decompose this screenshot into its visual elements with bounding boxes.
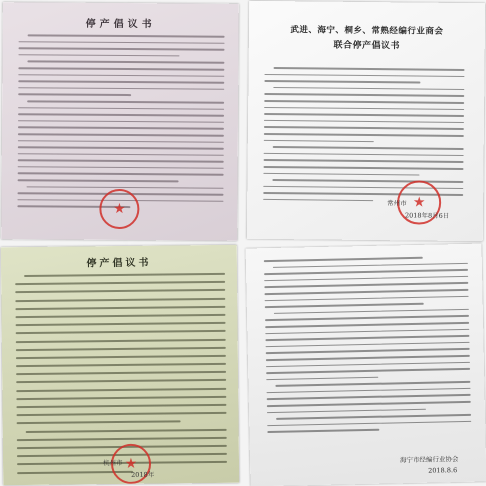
document-4-date: 2018.8.6 <box>428 466 458 475</box>
red-seal-stamp: ★ <box>111 444 151 484</box>
document-2-title-line2: 联合停产倡议书 <box>333 40 401 52</box>
document-1-title: 停产倡议书 <box>85 18 156 31</box>
document-4-signature: 海宁市经编行业协会 <box>399 455 459 465</box>
document-1-photo <box>1 2 239 241</box>
document-2-date: 2018年8月6日 <box>404 211 450 220</box>
document-4-photo <box>246 244 486 486</box>
document-3-signature: 杭州市 <box>102 458 123 468</box>
document-3-photo <box>1 245 239 485</box>
document-1-body-text <box>17 34 224 213</box>
document-3-title: 停产倡议书 <box>86 257 152 270</box>
document-2-title-line1: 武进、海宁、桐乡、常熟经编行业商会 <box>290 25 444 37</box>
red-seal-stamp: ★ <box>99 189 139 229</box>
document-3-date: 2018年 <box>131 470 155 479</box>
document-4-body-text <box>264 256 472 438</box>
red-seal-stamp: ★ <box>397 180 441 224</box>
document-2-photo <box>247 1 485 241</box>
document-2-signature: 常州市 <box>387 199 407 208</box>
